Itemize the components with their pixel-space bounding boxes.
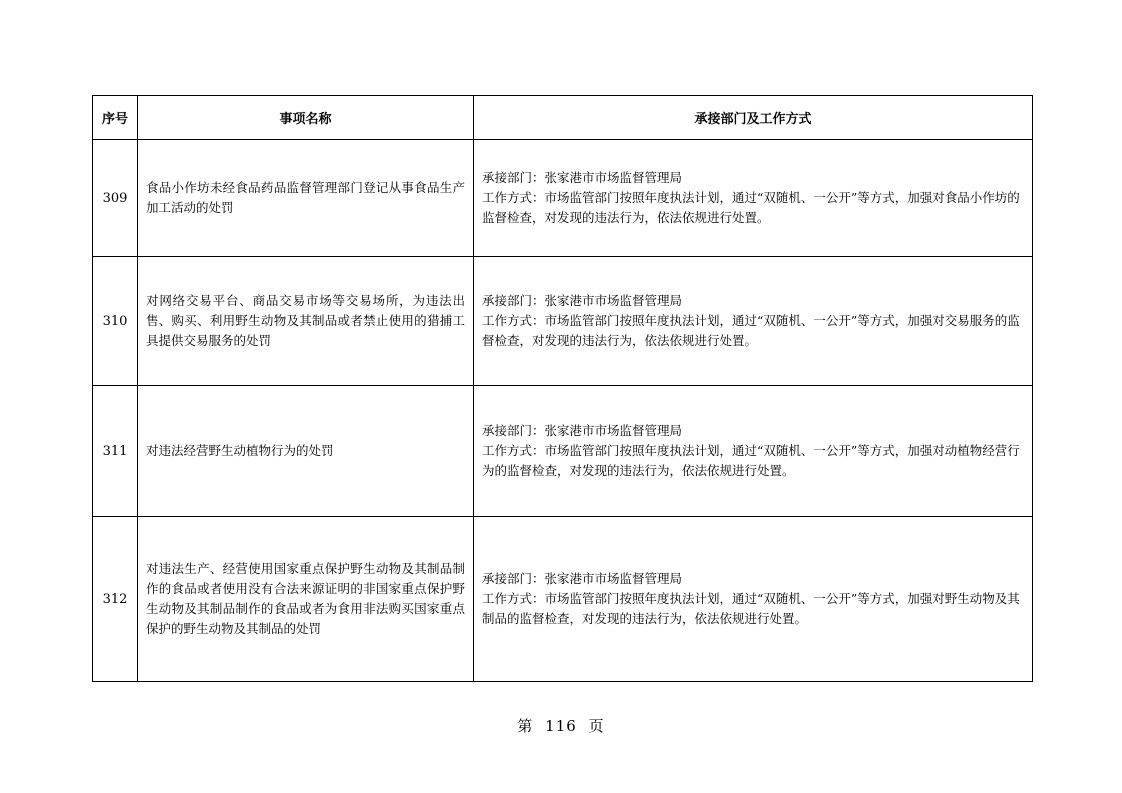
work-method-text: 工作方式：市场监管部门按照年度执法计划，通过“双随机、一公开”等方式，加强对食品小作坊的监督检查，对发现的违法行为，依法依规进行处置。 xyxy=(482,190,1020,225)
row-department-method xyxy=(474,386,1033,517)
department-line: 承接部门：张家港市市场监督管理局 xyxy=(482,571,683,586)
table-header-row xyxy=(93,96,1033,140)
row-serial-number: 309 xyxy=(93,140,138,257)
page-number: 116 xyxy=(545,717,577,735)
row-serial-number: 310 xyxy=(93,257,138,386)
row-item-name: 对网络交易平台、商品交易市场等交易场所，为违法出售、购买、利用野生动物及其制品或者禁止使用的猎捕工具提供交易服务的处罚 xyxy=(138,257,474,386)
row-department-method xyxy=(474,517,1033,682)
table-row xyxy=(93,140,1033,257)
page-suffix: 页 xyxy=(588,717,605,735)
row-item-name: 食品小作坊未经食品药品监督管理部门登记从事食品生产加工活动的处罚 xyxy=(138,140,474,257)
work-method-text: 工作方式：市场监管部门按照年度执法计划，通过“双随机、一公开”等方式，加强对动植物经营行为的监督检查，对发现的违法行为，依法依规进行处置。 xyxy=(482,443,1020,478)
table-row xyxy=(93,517,1033,682)
row-department-method xyxy=(474,257,1033,386)
row-serial-number: 312 xyxy=(93,517,138,682)
row-item-name: 对违法经营野生动植物行为的处罚 xyxy=(138,386,474,517)
row-item-name: 对违法生产、经营使用国家重点保护野生动物及其制品制作的食品或者使用没有合法来源证明的非国家重点保护野生动物及其制品制作的食品或者为食用非法购买国家重点保护的野生动物及其制品的处罚 xyxy=(138,517,474,682)
table-row xyxy=(93,257,1033,386)
page-prefix: 第 xyxy=(517,717,534,735)
header-serial-number: 序号 xyxy=(93,96,138,140)
header-department-method: 承接部门及工作方式 xyxy=(474,96,1033,140)
work-method-text: 工作方式：市场监管部门按照年度执法计划，通过“双随机、一公开”等方式，加强对野生动物及其制品的监督检查，对发现的违法行为，依法依规进行处置。 xyxy=(482,591,1020,626)
items-table xyxy=(92,95,1033,682)
header-item-name: 事项名称 xyxy=(138,96,474,140)
department-line: 承接部门：张家港市市场监督管理局 xyxy=(482,170,683,185)
page-number-footer xyxy=(0,715,1122,736)
department-line: 承接部门：张家港市市场监督管理局 xyxy=(482,293,683,308)
department-line: 承接部门：张家港市市场监督管理局 xyxy=(482,423,683,438)
row-serial-number: 311 xyxy=(93,386,138,517)
row-department-method xyxy=(474,140,1033,257)
work-method-text: 工作方式：市场监管部门按照年度执法计划，通过“双随机、一公开”等方式，加强对交易服务的监督检查，对发现的违法行为，依法依规进行处置。 xyxy=(482,313,1020,348)
table-row xyxy=(93,386,1033,517)
